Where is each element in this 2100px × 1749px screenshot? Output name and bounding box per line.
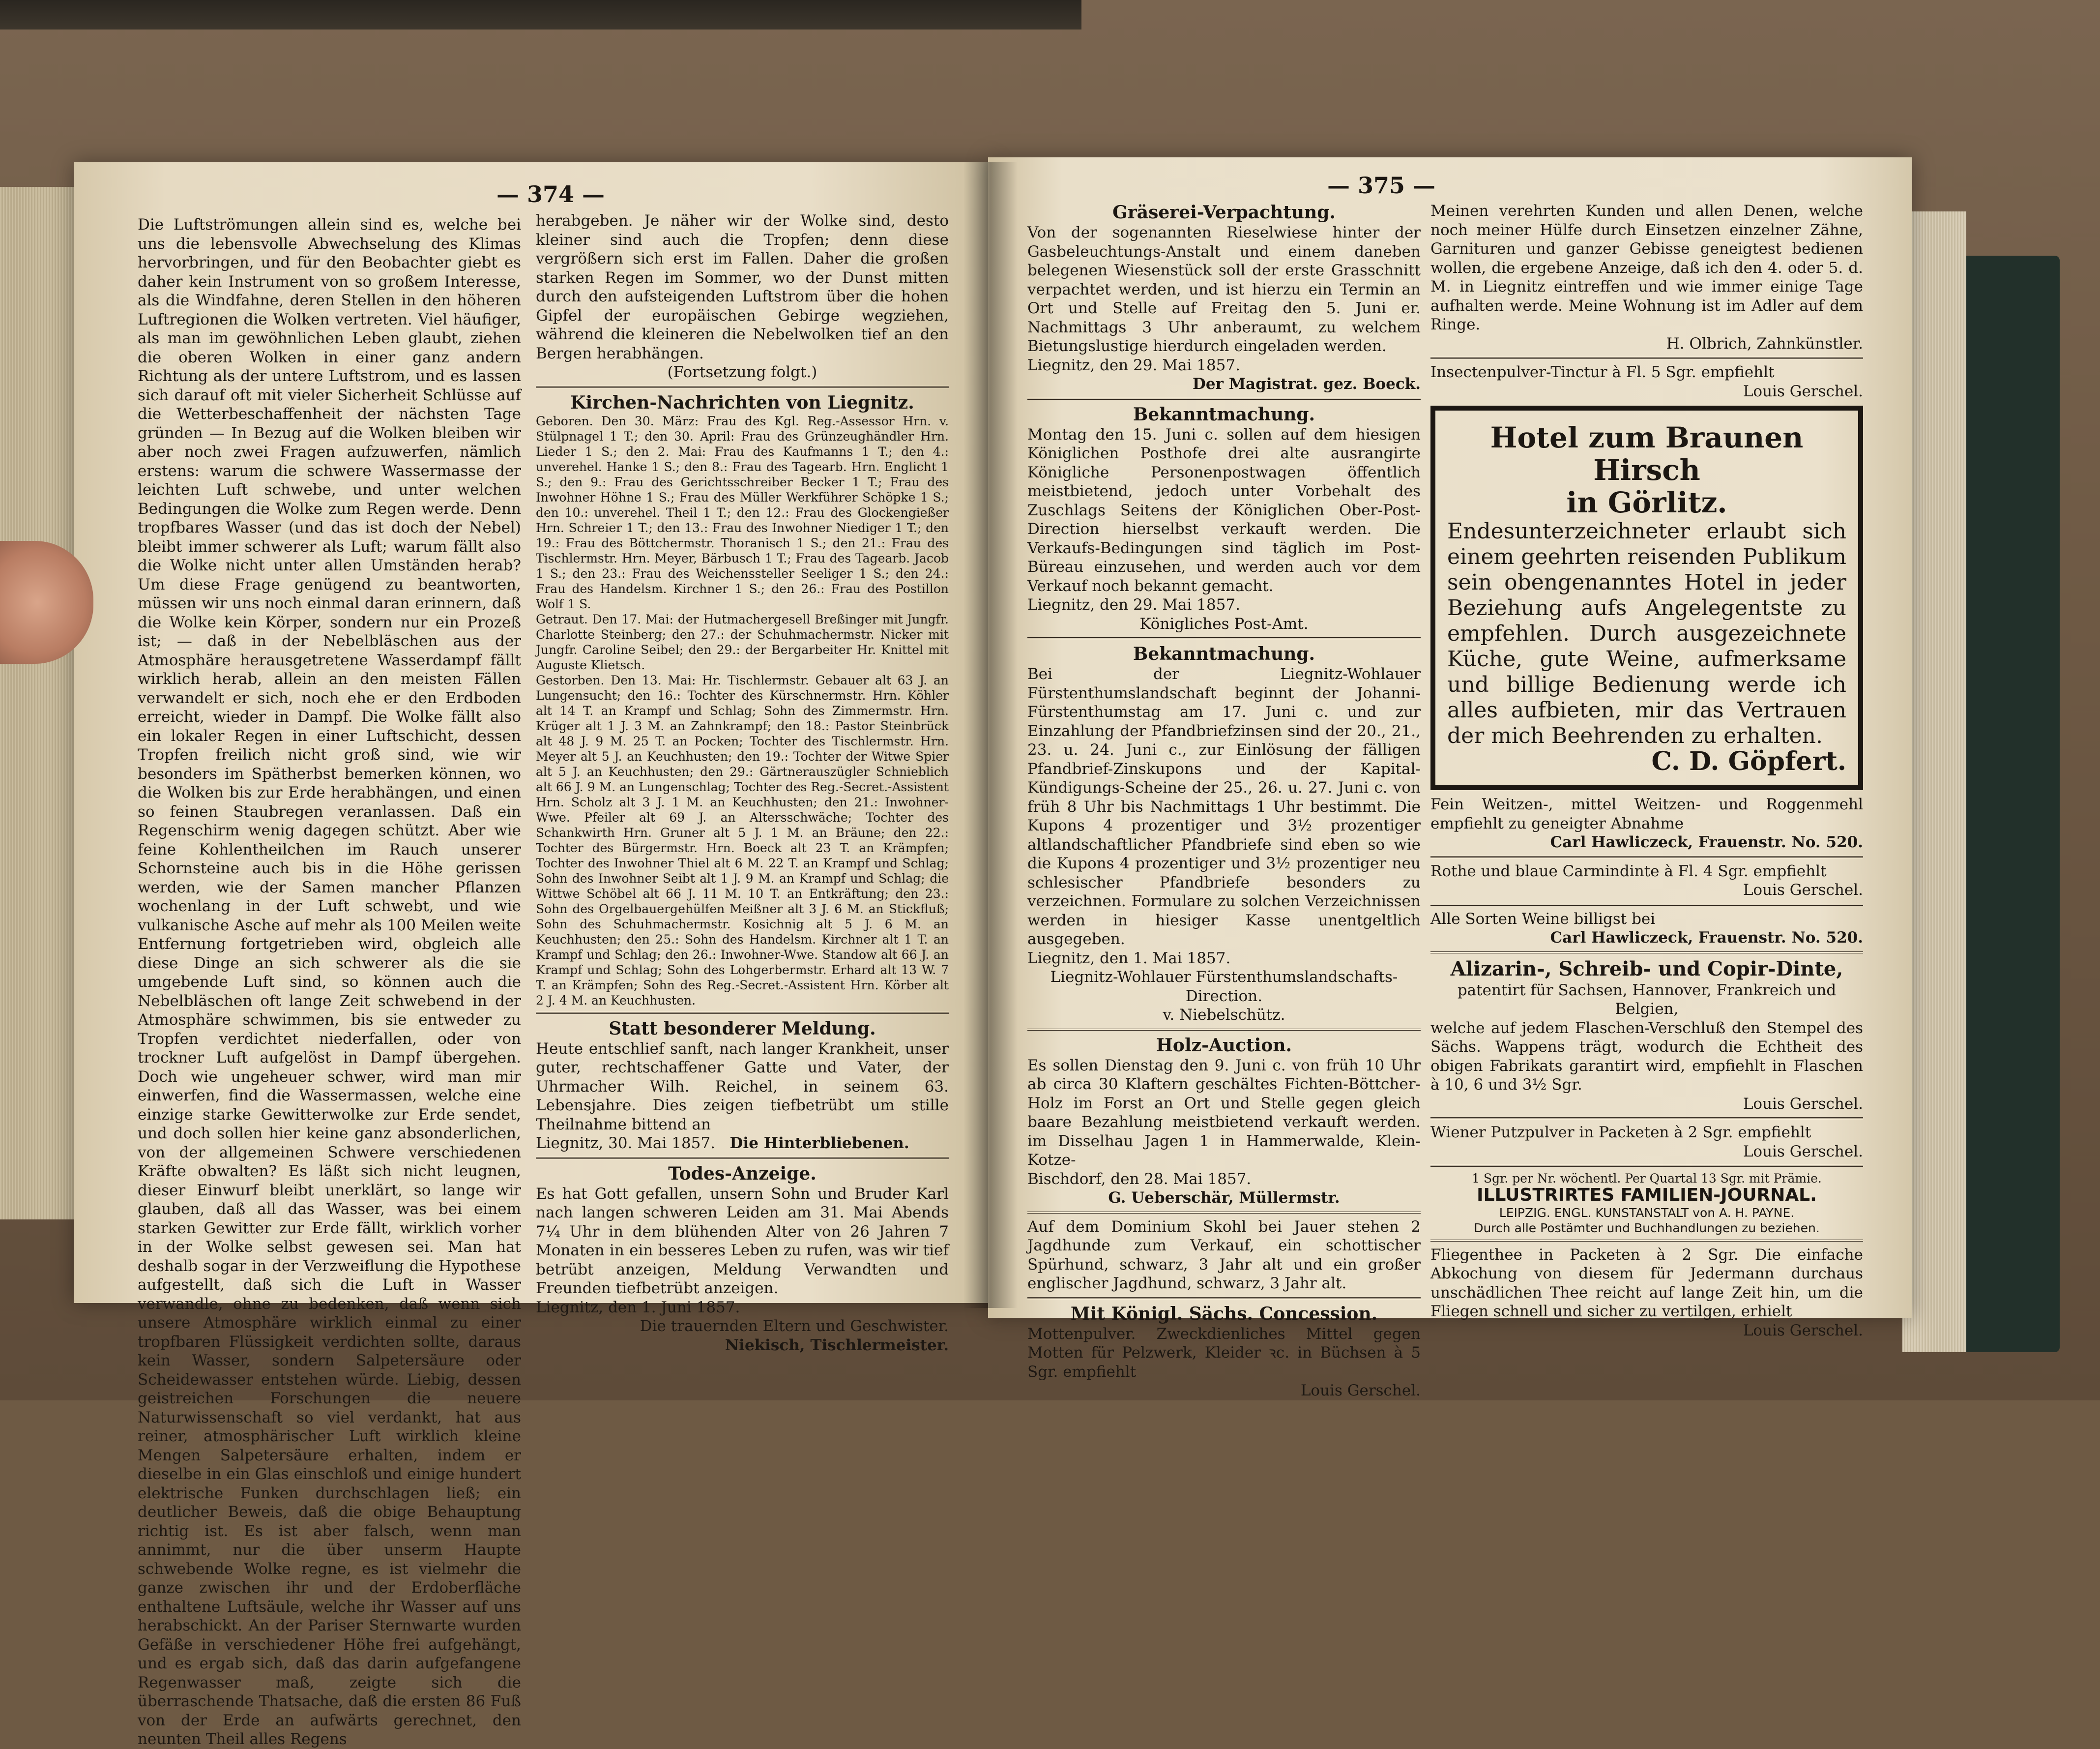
notice-signature: Die Hinterbliebenen. — [729, 1134, 909, 1152]
lease-signature: Der Magistrat. gez. Boeck. — [1192, 375, 1421, 393]
left-page — [74, 162, 993, 1748]
continuation-note: (Fortsetzung folgt.) — [667, 363, 817, 381]
concession-heading: Mit Königl. Sächs. Concession. — [1070, 1303, 1378, 1324]
deaths-list: Gestorben. Den 13. Mai: Hr. Tischlermstr. Gebauer alt 63 J. an Lungensucht; den 16.: Tochter des Kürschnermstr. Hrn. Köhler alt 14 T. an Krampf und Schlag; Sohn des Zimmermstr. Hrn. Krüger alt 1 J. 3 M. an Zahnkrampf; den 18.: Pastor Steinbrück alt 48 J. 9 M. 25 T. an Pocken; Tochter des Tischlermstr. Hrn. Meyer alt 5 J. an Keuchhusten; den 19.: Tochter der Witwe Spier alt 5 J. an Keuchhusten; den 29.: Gärtnerauszügler Schnieblich alt 66 J. 9 M. an Lungenschlag; Tochter des Reg.-Secret.-Assistent Hrn. Scholz alt 3 J. 1 M. an Keuchhusten; den 21.: Inwohner-Wwe. Pfeiler alt 69 J. an Altersschwäche; Tochter des Schankwirth Hrn. Gruner alt 5 J. 1 M. an Bräune; den 22.: Tochter des Bürgermstr. Hrn. Boeck alt 23 T. an Krämpfen; Tochter des Inwohner Thiel alt 6 M. 22 T. an Krampf und Schlag; Sohn des Inwohner Seibt alt 1 J. 9 M. an Krampf und Schlag; die Wittwe Schöbel alt 66 J. 11 M. 10 T. an Entkräftung; den 23.: Sohn des Orgelbauergehülfen Meißner alt 3 J. 6 M. an Stickfluß; Sohn des Schuhmachermstr. Kosichnig alt 5 J. 6 M. an Keuchhusten; den 25.: Sohn des Handelsm. Kirchner alt 1 T. an Krampf und Schlag; den 26.: Inwohner-Wwe. Standow alt 66 J. an Krampf und Schlag; Sohn des Lohgerbermstr. Erhard alt 13 W. 7 T. an Krämpfen; Sohn des Reg.-Secret.-Assistent Hrn. Körber alt 2 J. 4 M. an Keuchhusten. — [536, 673, 949, 1008]
death-notice-heading: Todes-Anzeige. — [668, 1163, 817, 1184]
hotel-title: Hotel zum Braunen Hirsch — [1490, 421, 1804, 487]
hotel-text: Endesunterzeichneter erlaubt sich einem geehrten reisenden Publikum sein obengenanntes Hotel in jeder Beziehung aufs Angelegentste zu empfehlen. Durch ausgezeichnete Küche, gute Weine, aufmerksame und billige Bedienung werde ich alles aufbieten, mir das Vertrauen der mich Beehrenden zu erhalten. — [1447, 519, 1846, 748]
divider — [1430, 904, 1863, 906]
hotel-advertisement — [1430, 406, 1863, 790]
background-book — [0, 0, 1081, 30]
notice-heading: Statt besonderer Meldung. — [609, 1018, 876, 1039]
notice-date: Liegnitz, 30. Mai 1857. — [536, 1134, 715, 1152]
announcement-text: Montag den 15. Juni c. sollen auf dem hiesigen Königlichen Posthofe drei alte ausrangirte Königliche Personenpostwagen öffentlich meistbietend, jedoch unter Vorbehalt des Zuschlags Seitens der Königlichen Ober-Post-Direction hierselbst verkauft werden. Die Verkaufs-Bedingungen sind täglich im Post-Büreau einzusehen, und werden auch vor dem Verkauf noch bekannt gemacht. — [1027, 425, 1421, 595]
announcement-signature: Königliches Post-Amt. — [1139, 615, 1309, 633]
article-continuation: herabgeben. Je näher wir der Wolke sind, desto kleiner sind auch die Tropfen; denn diese vergrößern sich erst im Fallen. Daher die großen starken Regen im Sommer, wo der Dunst mitten durch den aufsteigenden Luftstrom über die hohen Gipfel der europäischen Gebirge wegziehen, während die kleineren die Nebelwolken tief an den Bergen herabhängen. — [536, 212, 949, 362]
auction-date: Bischdorf, den 28. Mai 1857. — [1027, 1170, 1252, 1188]
divider — [1430, 856, 1863, 858]
lease-date: Liegnitz, den 29. Mai 1857. — [1027, 356, 1240, 374]
announcement-date: Liegnitz, den 29. Mai 1857. — [1027, 596, 1240, 614]
left-column-1 — [138, 215, 521, 1749]
announcement-heading: Bekanntmachung. — [1133, 404, 1315, 425]
auction-signature: G. Ueberschär, Müllermstr. — [1108, 1189, 1340, 1207]
book-gutter — [963, 162, 1018, 1308]
right-column-2 — [1430, 202, 1863, 1340]
announcement-signer: v. Niebelschütz. — [1163, 1006, 1285, 1024]
announcement-heading: Bekanntmachung. — [1133, 644, 1315, 664]
moth-powder-signature: Louis Gerschel. — [1300, 1382, 1421, 1399]
ink-ad-text: Rothe und blaue Carmindinte à Fl. 4 Sgr. empfiehlt — [1430, 862, 1827, 880]
announcement-authority: Liegnitz-Wohlauer Fürstenthumslandschafts-Direction. — [1050, 968, 1398, 1005]
dentist-ad-text: Meinen verehrten Kunden und allen Denen, welche noch meiner Hülfe durch Einsetzen einzelner Zähne, Garnituren und ganzer Gebisse geneigtest bedienen wollen, die ergebene Anzeige, daß ich den 4. oder 5. d. M. in Liegnitz eintreffen und wie immer einige Tage aufhalten werde. Meine Wohnung ist im Adler auf dem Ringe. — [1430, 202, 1863, 333]
page-number-value: 374 — [527, 181, 575, 208]
lease-heading: Gräserei-Verpachtung. — [1112, 202, 1336, 223]
polish-ad-text: Wiener Putzpulver in Packeten à 2 Sgr. empfiehlt — [1430, 1124, 1811, 1141]
notice-text: Heute entschlief sanft, nach langer Krankheit, unser guter, rechtschaffener Gatte und Vater, der Uhrmacher Wilh. Reichel, in seinem 63. Lebensjahre. Dies zeigen tiefbetrübt um stille Theilnahme bittend an — [536, 1039, 949, 1133]
death-notice-text: Es hat Gott gefallen, unsern Sohn und Bruder Karl nach langen schweren Leiden am 31. Mai Abends 7¼ Uhr in dem blühenden Alter von 26 Jahren 7 Monaten in ein besseres Leben zu rufen, was wir tief betrübt anzeigen, Meldung Verwandten und Freunden tiefbetrübt anzeigen. — [536, 1185, 949, 1297]
journal-title: ILLUSTRIRTES FAMILIEN-JOURNAL. — [1477, 1185, 1817, 1205]
marriages-list: Getraut. Den 17. Mai: der Hutmachergesell Breßinger mit Jungfr. Charlotte Steinberg; den 27.: der Schuhmachermstr. Nicker mit Jungfr. Caroline Seibel; den 29.: der Bergarbeiter Hr. Knittel mit Auguste Klietsch. — [536, 612, 949, 672]
journal-distribution: Durch alle Postämter und Buchhandlungen zu beziehen. — [1474, 1220, 1820, 1235]
divider — [1027, 1029, 1421, 1031]
flour-ad-text: Fein Weitzen-, mittel Weitzen- und Roggenmehl empfiehlt zu geneigter Abnahme — [1430, 796, 1863, 832]
divider — [536, 1157, 949, 1159]
auction-text: Es sollen Dienstag den 9. Juni c. von früh 10 Uhr ab circa 30 Klaftern geschältes Fichten-Böttcher-Holz im Forst an Ort und Stelle gegen gleich baare Bezahlung meistbietend verkauft werden. im Disselhau Jagen 1 in Hammerwalde, Klein-Kotze- — [1027, 1056, 1421, 1169]
announcement-date: Liegnitz, den 1. Mai 1857. — [1027, 949, 1231, 967]
polish-ad-signature: Louis Gerschel. — [1743, 1142, 1863, 1160]
alizarin-subheading: patentirt für Sachsen, Hannover, Frankreich und Belgien, — [1457, 981, 1837, 1018]
right-page — [988, 157, 1912, 1399]
divider — [1430, 1240, 1863, 1242]
divider — [536, 386, 949, 388]
auction-heading: Holz-Auction. — [1156, 1035, 1292, 1056]
announcement-text: Bei der Liegnitz-Wohlauer Fürstenthumslandschaft beginnt der Johanni-Fürstenthumstag am 17. Juni c. und zur Einzahlung der Pfandbriefzinsen sind der 20., 21., 23. u. 24. Juni c., zur Einlösung der fälligen Pfandbrief-Zinskupons und der Kapital-Kündigungs-Scheine der 25., 26. u. 27. Juni c. von früh 8 Uhr bis Nachmittags 1 Uhr bestimmt. Die Kupons 4 prozentiger und 3½ prozentiger altlandschaftlicher Pfandbriefe sind eben so wie die Kupons 4 prozentiger und 3½ prozentiger neu schlesischer Pfandbriefe besonders zu verzeichnen. Formulare zu solchen Verzeichnissen werden in hiesiger Kasse unentgeltlich ausgegeben. — [1027, 665, 1421, 948]
alizarin-signature: Louis Gerschel. — [1743, 1095, 1863, 1113]
divider — [1027, 1297, 1421, 1299]
wine-ad-text: Alle Sorten Weine billigst bei — [1430, 910, 1656, 928]
church-news-heading: Kirchen-Nachrichten von Liegnitz. — [570, 392, 914, 413]
divider — [536, 1012, 949, 1014]
wine-ad-signature: Carl Hawliczeck, Frauenstr. No. 520. — [1550, 929, 1863, 947]
notice-place-date — [536, 1134, 949, 1153]
page-number-left: — 374 — — [496, 181, 605, 208]
alizarin-text: welche auf jedem Flaschen-Verschluß den Stempel des Sächs. Wappens trägt, wodurch die Echtheit des obigen Fabrikats garantirt wird, empfiehlt in Flaschen à 10, 6 und 3½ Sgr. — [1430, 1019, 1863, 1094]
journal-publisher: LEIPZIG. ENGL. KUNSTANSTALT von A. H. PAYNE. — [1499, 1205, 1795, 1220]
divider — [1430, 951, 1863, 953]
death-notice-signer: Niekisch, Tischlermeister. — [725, 1336, 949, 1354]
fly-tea-text: Fliegenthee in Packeten à 2 Sgr. Die einfache Abkochung von diesem für Jedermann durchaus unschädlichen Thee reicht auf lange Zeit hin, um die Fliegen schnell und sicher zu vertilgen, erhielt — [1430, 1245, 1863, 1320]
lease-text: Von der sogenannten Rieselwiese hinter der Gasbeleuchtungs-Anstalt und einem daneben belegenen Wiesenstück soll der erste Grasschnitt verpachtet werden, und ist hierzu ein Termin an Ort und Stelle auf Freitag den 5. Juni er. Nachmittags 3 Uhr anberaumt, zu welchem Bietungslustige hierdurch eingeladen werden. — [1027, 224, 1421, 355]
flour-ad-signature: Carl Hawliczeck, Frauenstr. No. 520. — [1550, 833, 1863, 851]
divider — [1027, 398, 1421, 400]
fly-tea-signature: Louis Gerschel. — [1743, 1321, 1863, 1339]
dentist-signature: H. Olbrich, Zahnkünstler. — [1666, 334, 1863, 353]
alizarin-heading: Alizarin-, Schreib- und Copir-Dinte, — [1450, 957, 1843, 980]
births-list: Geboren. Den 30. März: Frau des Kgl. Reg.-Assessor Hrn. v. Stülpnagel 1 T.; den 30. April: Frau des Grünzeughändler Hrn. Lieder 1 S.; den 2. Mai: Frau des Kaufmanns 1 T.; den 4.: unverehel. Hanke 1 S.; den 8.: Frau des Tagearb. Hrn. Englicht 1 S.; den 9.: Frau des Gerichtsschreiber Becker 1 T.; Frau des Inwohner Höhne 1 S.; Frau des Müller Werkführer Schöpke 1 S.; den 10.: unverehel. Theil 1 T.; den 12.: Frau des Glockengießer Hrn. Schreier 1 T.; den 13.: Frau des Inwohner Niediger 1 T.; den 19.: Frau des Böttchermstr. Thoranisch 1 S.; den 21.: Frau des Tischlermstr. Hrn. Meyer, Bärbusch 1 T.; Frau des Tagearb. Jacob 1 S.; den 23.: Frau des Weichenssteller Seeliger 1 S.; den 24.: Frau des Handelsm. Kirchner 1 S.; den 26.: Frau des Postillon Wolf 1 S. — [536, 414, 949, 611]
hotel-location: in Görlitz. — [1566, 486, 1727, 519]
article-body: Die Luftströmungen allein sind es, welche bei uns die lebensvolle Abwechselung des Klimas hervorbringen, und für den Beobachter giebt es daher kein Instrument von so großem Interesse, als die Windfahne, deren Stellen in den höheren Luftregionen die Wolken vertreten. Viel häufiger, als man im gewöhnlichen Leben glaubt, ziehen die oberen Wolken in einer ganz andern Richtung als der untere Luftstrom, und es lassen sich darauf oft mit vieler Sicherheit Schlüsse auf die Wetterbeschaffenheit der nächsten Tage gründen — In Bezug auf die Wolken bleiben wir aber noch zwei Fragen aufzuwerfen, nämlich erstens: warum die schwere Wassermasse der leichten Luft schwebe, und unter welchen Bedingungen die Wolke zum Regen werde. Denn tropfbares Wasser (und das ist doch der Nebel) bleibt immer schwerer als Luft; warum fällt also die Wolke nicht unter allen Umständen herab? Um diese Frage genügend zu beantworten, müssen wir uns noch einmal daran erinnern, daß die Wolke kein Körper, sondern nur ein Prozeß ist; — daß in der Nebelbläschen aus der Atmosphäre herausgetretene Wasserdampf fällt wirklich herab, allein an den meisten Fällen verwandelt er sich, noch ehe er den Erdboden erreicht, wieder in Dampf. Die Wolke fällt also ein lokaler Regen in einer Luftschicht, dessen Tropfen freilich nicht groß sind, wie wir besonders im Spätherbst bemerken können, wo die Wolken bis zur Erde herabhängen, und einen so feinen Staubregen veranlassen. Daß ein Regenschirm wenig dagegen schützt. Aber wie feine Kohlentheilchen im Rauch unserer Schornsteine auch bis in die Höhe gerissen werden, wie der Samen mancher Pflanzen wochenlang in der Luft schwebt, und wie vulkanische Asche auf mehr als 100 Meilen weite Entfernung fortgetrieben wird, obgleich alle diese Dinge an sich schwerer als die sie umgebende Luft sind, so können auch die Nebelbläschen oft lange Zeit schwebend in der Atmosphäre schwimmen, bis sie entweder zu Tropfen verdichtet niederfallen, oder von trockner Luft aufgelöst in Dampf übergehen. Doch wie ungeheuer schwer, wird man mir einwerfen, find die Wassermassen, welche eine einzige starke Gewitterwolke zur Erde sendet, und doch sollen hier keine ganz absonderlichen, von der allgemeinen Schwere verschiedenen Kräfte obwalten? Es läßt sich nicht leugnen, dieser Einwurf bleibt unerklärt, so lange wir glauben, daß all das Wasser, was bei einem starken Gewitter zur Erde fällt, wirklich vorher in der Wolke selbst gewesen sei. Man hat deshalb sogar in der Verzweiflung die Hypothese aufgestellt, daß sich die Luft in Wasser verwandle, ohne zu bedenken, daß wenn sich unsere Atmosphäre wirklich einmal zu einer tropfbaren Flüssigkeit verdichten sollte, daraus kein Wasser, sondern Salpetersäure oder Scheidewasser entstehen würde. Liebig, dessen geistreichen Forschungen die neuere Naturwissenschaft so viel verdankt, hat aus reiner, atmosphärischer Luft wirklich kleine Mengen Salpetersäure erhalten, indem er dieselbe in ein Glas einschloß und einige hundert elektrische Funken durchschlagen ließ; ein deutlicher Beweis, daß die obige Behauptung richtig ist. Es ist aber falsch, wenn man annimmt, nur die über unserm Haupte schwebende Wolke regne, es ist vielmehr die ganze zwischen ihr und der Erdoberfläche enthaltene Luftsäule, welche ihr Wasser auf uns herabschickt. An der Pariser Sternwarte wurden Gefäße in verschiedener Höhe frei aufgehängt, und es ergab sich, daß das darin aufgefangene Regenwasser maß, zeigte sich die überraschende Thatsache, daß die ersten 86 Fuß von der Erde an aufwärts gerechnet, den neunten Theil alles Regens — [138, 216, 521, 1748]
insect-ad-signature: Louis Gerschel. — [1743, 382, 1863, 400]
ink-ad-signature: Louis Gerschel. — [1743, 881, 1863, 899]
divider — [1430, 1117, 1863, 1119]
divider — [1027, 637, 1421, 639]
dogs-ad-text: Auf dem Dominium Skohl bei Jauer stehen 2 Jagdhunde zum Verkauf, ein schottischer Spürhund, schwarz, 3 Jahr alt und ein großer englischer Jagdhund, schwarz, 3 Jahr alt. — [1027, 1217, 1421, 1292]
right-column-1 — [1027, 202, 1421, 1400]
divider — [1430, 357, 1863, 359]
death-notice-date: Liegnitz, den 1. Juni 1857. — [536, 1298, 740, 1316]
page-number-value: 375 — [1358, 172, 1405, 199]
moth-powder-text: Mottenpulver. Zweckdienliches Mittel gegen Motten für Pelzwerk, Kleider ꝛc. in Büchsen à 5 Sgr. empfiehlt — [1027, 1325, 1421, 1381]
divider — [1430, 1165, 1863, 1167]
page-number-right: — 375 — — [1327, 172, 1436, 199]
hotel-signature: C. D. Göpfert. — [1651, 746, 1846, 776]
divider — [1027, 1212, 1421, 1214]
insect-ad-text: Insectenpulver-Tinctur à Fl. 5 Sgr. empfiehlt — [1430, 363, 1775, 381]
death-notice-signature: Die trauernden Eltern und Geschwister. — [640, 1317, 949, 1335]
left-column-2 — [536, 211, 949, 1355]
journal-price: 1 Sgr. per Nr. wöchentl. Per Quartal 13 Sgr. mit Prämie. — [1472, 1171, 1822, 1186]
